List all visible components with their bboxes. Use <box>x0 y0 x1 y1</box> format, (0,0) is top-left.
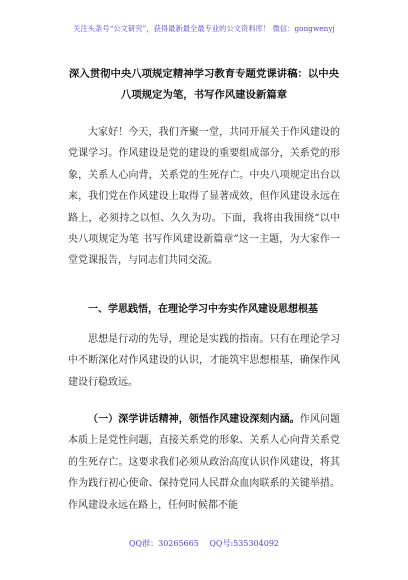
section-1-paragraph: 思想是行动的先导，理论是实践的指南。只有在理论学习中不断深化对作风建设的认识，才能筑牢思想根基，确保作风建设行稳致远。 <box>68 334 340 388</box>
intro-paragraph: 大家好！今天，我们齐聚一堂，共同开展关于作风建设的党课学习。作风建设是党的建设的重要组成部分，关系党的形象，关系人心向背，关系党的生死存亡。中央八项规定出台以来，我们党在作风建设上取得了显著成效，但作风建设永远在路上，必须持之以恒、久久为功。下面，我将由我围绕“以中央八项规定为笔 书写作风建设新篇章”这一主题，为大家作一堂党课报告，与同志们共同交流。 <box>68 127 340 267</box>
document-title: 深入贯彻中央八项规定精神学习教育专题党课讲稿：以中央八项规定为笔，书写作风建设新篇章 <box>68 68 340 101</box>
subsection-1-text: 作风问题本质上是党性问题，直接关系党的形象、关系人心向背关系党的生死存亡。这要求我们必须从政治高度认识作风建设，将其作为践行初心使命、保持党同人民群众血肉联系的关键举措。作风建设永远在路上，任何时候都不能 <box>68 414 341 511</box>
section-heading-1: 一、学思践悟，在理论学习中夯实作风建设思想根基 <box>88 304 318 315</box>
header-promo-note: 关注头条号“公文研究”，获得最新最全最专业的公文资料库！ 微信：gongwenyj <box>73 24 335 33</box>
footer-qq-group: QQ群：30265665 <box>128 539 199 548</box>
footer-qq-number: QQ号:535304092 <box>209 539 279 548</box>
subsection-1-paragraph <box>68 409 340 516</box>
subsection-1-lead: （一）深学讲话精神，领悟作风建设深刻内涵。 <box>88 414 300 425</box>
footer-contact <box>0 538 408 549</box>
